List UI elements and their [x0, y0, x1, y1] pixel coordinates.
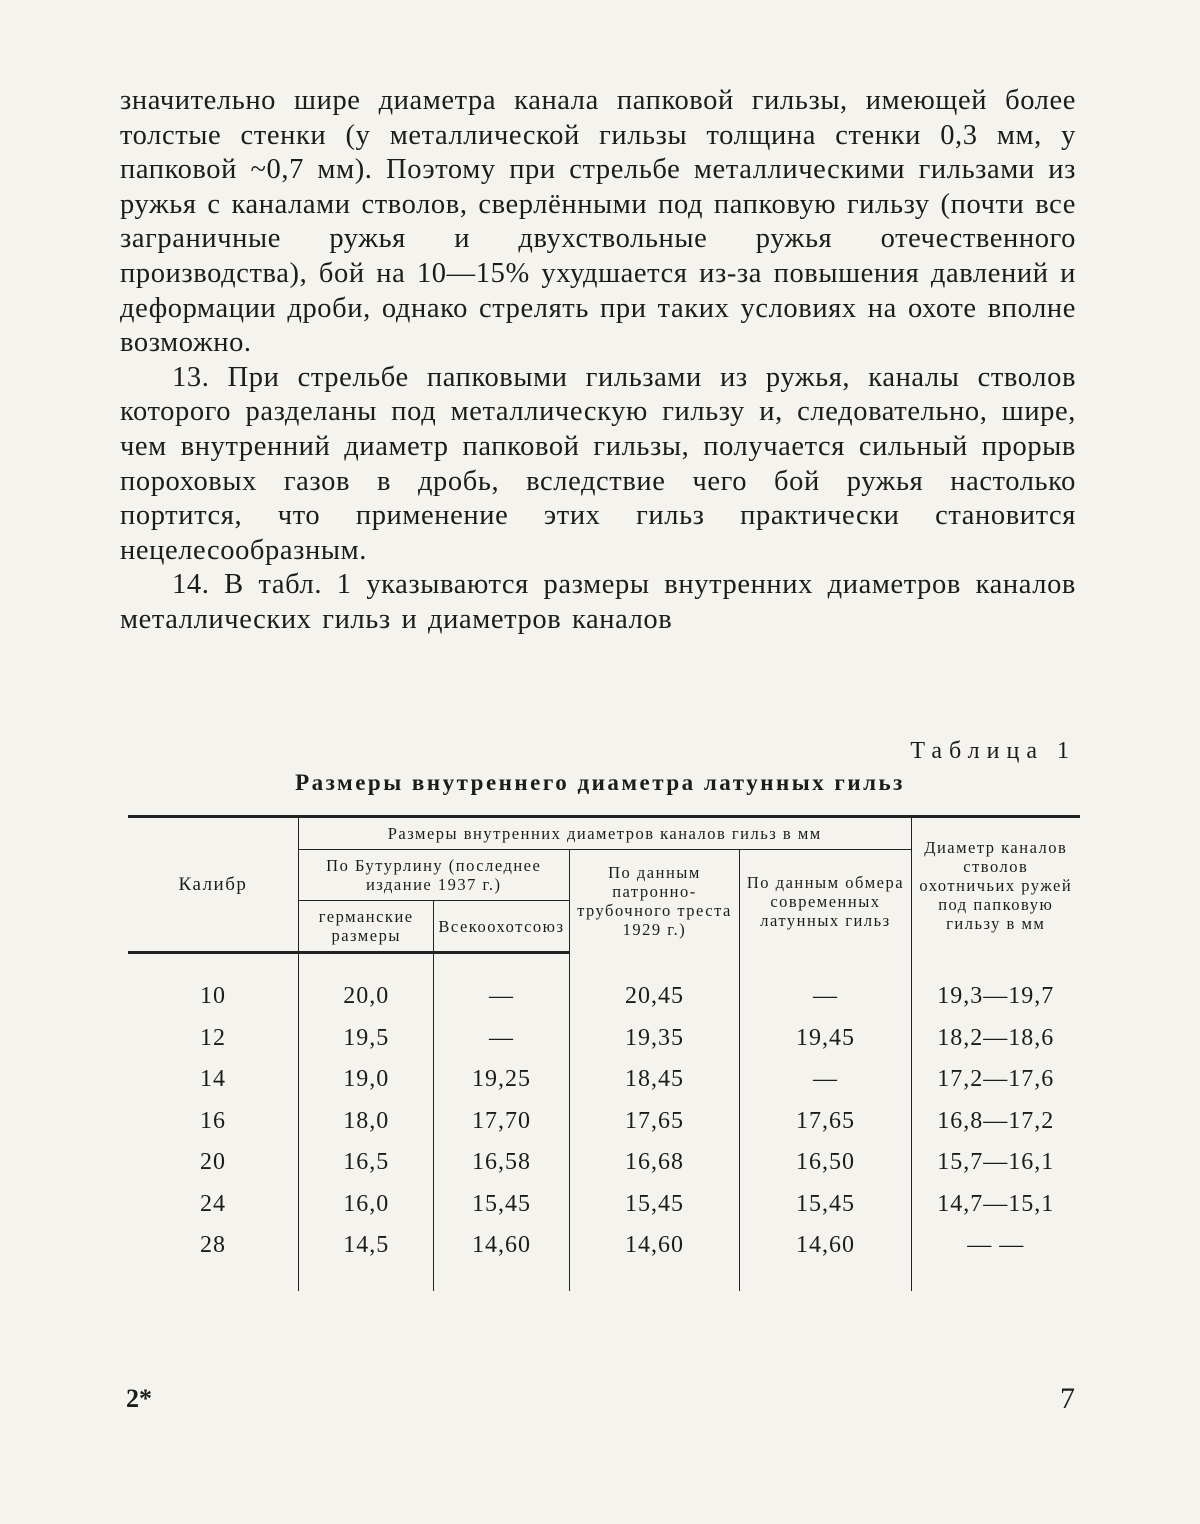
table-row	[128, 1225, 1080, 1291]
cell-vsekohot: 19,25	[434, 1059, 569, 1101]
cell-vsekohot: 16,58	[434, 1142, 569, 1184]
signature-mark: 2*	[126, 1384, 152, 1414]
cell-barrel: 14,7—15,1	[911, 1184, 1080, 1226]
cell-german: 19,0	[298, 1059, 433, 1101]
cell-modern: 14,60	[740, 1225, 911, 1291]
cell-trust: 15,45	[569, 1184, 740, 1226]
table-row	[128, 1018, 1080, 1060]
cell-barrel: 19,3—19,7	[911, 953, 1080, 1018]
cell-caliber: 20	[128, 1142, 298, 1184]
cell-german: 18,0	[298, 1101, 433, 1143]
cell-modern: —	[740, 953, 911, 1018]
cell-german: 14,5	[298, 1225, 433, 1291]
page-number: 7	[1060, 1382, 1075, 1416]
table-title: Размеры внутреннего диаметра латунных гильз	[0, 770, 1200, 796]
header-vsekohot: Всекоохотсоюз	[434, 901, 569, 953]
cell-vsekohot: 14,60	[434, 1225, 569, 1291]
cell-modern: 15,45	[740, 1184, 911, 1226]
cell-barrel: — —	[911, 1225, 1080, 1291]
paragraph-continuation: значительно шире диаметра канала папковой гильзы, имеющей более толстые стенки (у металлической гильзы толщина стенки 0,3 мм, у папковой ~0,7 мм). Поэтому при стрельбе металлическими гильзами из ружья с каналами стволов, сверлёнными под папковую гильзу (почти все заграничные ружья и двухствольные ружья отечественного производства), бой на 10—15% ухудшается из-за повышения давлений и деформации дроби, однако стрелять при таких условиях на охоте вполне возможно.	[120, 84, 1076, 361]
header-modern: По данным обмера современных латунных гильз	[740, 850, 911, 953]
table-row	[128, 953, 1080, 1018]
cell-trust: 17,65	[569, 1101, 740, 1143]
cell-german: 20,0	[298, 953, 433, 1018]
cell-trust: 20,45	[569, 953, 740, 1018]
cell-caliber: 24	[128, 1184, 298, 1226]
header-barrel: Диаметр каналов стволов охотничьих ружей под папковую гильзу в мм	[911, 817, 1080, 953]
header-buturlin: По Бутурлину (последнее издание 1937 г.)	[298, 850, 569, 901]
cell-vsekohot: —	[434, 1018, 569, 1060]
cell-vsekohot: 15,45	[434, 1184, 569, 1226]
cell-barrel: 17,2—17,6	[911, 1059, 1080, 1101]
cell-caliber: 16	[128, 1101, 298, 1143]
cell-vsekohot: —	[434, 953, 569, 1018]
table-row	[128, 1142, 1080, 1184]
cell-modern: 17,65	[740, 1101, 911, 1143]
cell-german: 16,5	[298, 1142, 433, 1184]
cell-vsekohot: 17,70	[434, 1101, 569, 1143]
header-caliber: Калибр	[128, 817, 298, 953]
cell-barrel: 15,7—16,1	[911, 1142, 1080, 1184]
cell-caliber: 10	[128, 953, 298, 1018]
header-group: Размеры внутренних диаметров каналов гильз в мм	[298, 817, 911, 850]
cell-german: 16,0	[298, 1184, 433, 1226]
cell-trust: 16,68	[569, 1142, 740, 1184]
cell-trust: 18,45	[569, 1059, 740, 1101]
header-german: германские размеры	[298, 901, 433, 953]
header-trust: По данным патронно-трубочного треста 1929 г.)	[569, 850, 740, 953]
cell-modern: 16,50	[740, 1142, 911, 1184]
table-row	[128, 1059, 1080, 1101]
cell-caliber: 12	[128, 1018, 298, 1060]
cell-trust: 19,35	[569, 1018, 740, 1060]
table-row	[128, 1184, 1080, 1226]
diameter-table	[128, 815, 1080, 1291]
paragraph-13: 13. При стрельбе папковыми гильзами из ружья, каналы стволов которого разделаны под металлическую гильзу и, следовательно, шире, чем внутренний диаметр папковой гильзы, получается сильный прорыв пороховых газов в дробь, вследствие чего бой ружья настолько портится, что применение этих гильз практически становится нецелесообразным.	[120, 361, 1076, 569]
cell-caliber: 28	[128, 1225, 298, 1291]
cell-barrel: 16,8—17,2	[911, 1101, 1080, 1143]
table-row	[128, 1101, 1080, 1143]
cell-caliber: 14	[128, 1059, 298, 1101]
cell-german: 19,5	[298, 1018, 433, 1060]
cell-barrel: 18,2—18,6	[911, 1018, 1080, 1060]
paragraph-14: 14. В табл. 1 указываются размеры внутренних диаметров каналов металлических гильз и диаметров каналов	[120, 568, 1076, 637]
cell-trust: 14,60	[569, 1225, 740, 1291]
cell-modern: —	[740, 1059, 911, 1101]
cell-modern: 19,45	[740, 1018, 911, 1060]
table-label: Таблица 1	[910, 738, 1076, 765]
body-text	[120, 84, 1076, 638]
